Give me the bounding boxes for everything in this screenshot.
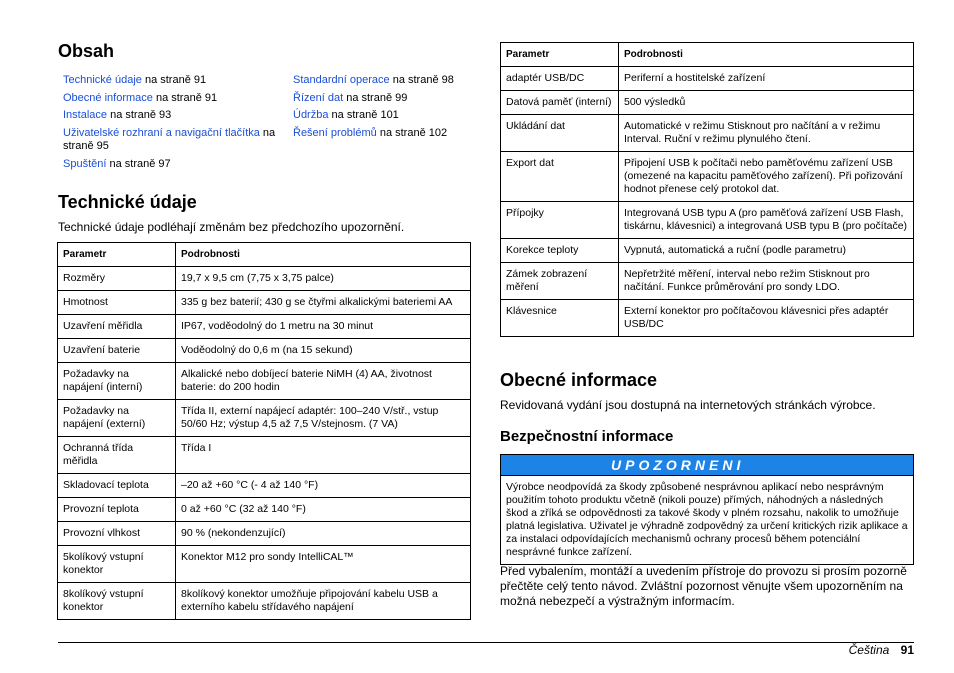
table-row — [58, 291, 471, 315]
table-row — [501, 67, 914, 91]
param-cell: Skladovací teplota — [58, 474, 176, 498]
general-heading: Obecné informace — [500, 370, 658, 390]
closing-text: Před vybalením, montáží a uvedením přístroje do provozu si prosím pozorně přečtěte celý tento návod. Zvláštní pozornost věnujte všem upozorněním na možná nebezpečí a výstražným informacím. — [500, 564, 907, 608]
detail-cell: Vypnutá, automatická a ruční (podle parametru) — [619, 239, 914, 263]
param-cell: Uzavření baterie — [58, 339, 176, 363]
detail-cell: 19,7 x 9,5 cm (7,75 x 3,75 palce) — [176, 267, 471, 291]
table-row — [501, 239, 914, 263]
detail-cell: Konektor M12 pro sondy IntelliCAL™ — [176, 546, 471, 583]
toc-page-ref: na straně 102 — [376, 126, 448, 139]
detail-cell: Nepřetržité měření, interval nebo režim Stisknout pro načítání. Funkce průměrování pro sondy LDO. — [619, 263, 914, 300]
footer-language: Čeština — [848, 643, 890, 657]
param-cell: Uzavření měřidla — [58, 315, 176, 339]
toc-link[interactable]: Instalace — [63, 109, 108, 121]
safety-heading: Bezpečnostní informace — [500, 428, 674, 445]
detail-cell: Třída II, externí napájecí adaptér: 100–240 V/stř., vstup 50/60 Hz; výstup 4,5 až 7,5 V/stejnosm. (7 VA) — [176, 400, 471, 437]
table-row — [501, 115, 914, 152]
param-cell: Požadavky na napájení (interní) — [58, 363, 176, 400]
toc-page-ref: na straně 99 — [343, 91, 408, 104]
warning-title: UPOZORNENI — [501, 455, 913, 475]
detail-cell: 8kolíkový konektor umožňuje připojování kabelu USB a externího kabelu střídavého napájení — [176, 583, 471, 620]
detail-cell: Alkalické nebo dobíjecí baterie NiMH (4) AA, životnost baterie: do 200 hodin — [176, 363, 471, 400]
detail-cell: Periferní a hostitelské zařízení — [619, 67, 914, 91]
detail-cell: Externí konektor pro počítačovou klávesnici přes adaptér USB/DC — [619, 300, 914, 337]
page-number: 91 — [900, 643, 914, 657]
param-cell: Rozměry — [58, 267, 176, 291]
param-cell: adaptér USB/DC — [501, 67, 619, 91]
toc-item — [293, 127, 483, 141]
param-cell: Provozní teplota — [58, 498, 176, 522]
specs-heading: Technické údaje — [58, 192, 197, 212]
detail-cell: 335 g bez baterií; 430 g se čtyřmi alkalickými bateriemi AA — [176, 291, 471, 315]
toc-heading: Obsah — [58, 41, 115, 61]
param-cell: Hmotnost — [58, 291, 176, 315]
detail-cell: IP67, voděodolný do 1 metru na 30 minut — [176, 315, 471, 339]
toc-page-ref: na straně 93 — [107, 109, 172, 121]
detail-cell: Integrovaná USB typu A (pro paměťová zařízení USB Flash, tiskárnu, klávesnici) a integrovaná USB typu B (pro počítače) — [619, 202, 914, 239]
table-row — [501, 263, 914, 300]
param-cell: Korekce teploty — [501, 239, 619, 263]
param-cell: Klávesnice — [501, 300, 619, 337]
toc-item — [63, 158, 283, 172]
warning-text: Výrobce neodpovídá za škody způsobené nesprávnou aplikací nebo nesprávným použitím tohoto produktu včetně (nikoli pouze) přímých, náhodných a následných škod a zříká se odpovědnosti za takové škody v plném rozsahu, nakolik to umožňuje platná legislativa. Uživatel je výhradně zodpovědný za určení kritických rizik aplikace a za instalaci odpovídajících mechanismů ochrany procesů během potenciální nesprávné funkce zařízení. — [501, 475, 913, 564]
toc-link[interactable]: Řízení dat — [293, 91, 344, 104]
specs-table-left — [57, 242, 471, 620]
toc-link[interactable]: Řešení problémů — [293, 126, 377, 139]
param-cell: 5kolíkový vstupní konektor — [58, 546, 176, 583]
table-header: Parametr — [501, 43, 619, 67]
table-row — [58, 267, 471, 291]
param-cell: Ochranná třída měřidla — [58, 437, 176, 474]
table-row — [501, 202, 914, 239]
toc-link[interactable]: Technické údaje — [63, 74, 142, 86]
table-header: Podrobnosti — [176, 243, 471, 267]
toc-link[interactable]: Spuštění — [63, 157, 107, 170]
table-row — [58, 339, 471, 363]
toc-right-column — [293, 74, 483, 144]
toc-page-ref: na straně 98 — [389, 74, 454, 86]
detail-cell: 500 výsledků — [619, 91, 914, 115]
toc-page-ref: na straně 91 — [152, 91, 218, 104]
table-header-row — [58, 243, 471, 267]
detail-cell: Třída I — [176, 437, 471, 474]
specs-table-right — [500, 42, 914, 337]
detail-cell: 90 % (nekondenzující) — [176, 522, 471, 546]
table-row — [58, 522, 471, 546]
detail-cell: Připojení USB k počítači nebo paměťovému zařízení USB (omezené na kapacitu paměťového zařízení). Při pořizování hodnot přenese celý protokol dat. — [619, 152, 914, 202]
toc-link[interactable]: Obecné informace — [63, 91, 153, 104]
toc-link[interactable]: Uživatelské rozhraní a navigační tlačítka — [63, 126, 260, 139]
table-row — [501, 91, 914, 115]
param-cell: Požadavky na napájení (externí) — [58, 400, 176, 437]
param-cell: Zámek zobrazení měření — [501, 263, 619, 300]
toc-item — [63, 109, 283, 123]
footer-divider — [58, 642, 914, 643]
warning-box — [500, 454, 914, 565]
table-row — [501, 152, 914, 202]
param-cell: Export dat — [501, 152, 619, 202]
table-row — [58, 315, 471, 339]
param-cell: Přípojky — [501, 202, 619, 239]
page-footer — [849, 643, 914, 657]
table-header-row — [501, 43, 914, 67]
param-cell: 8kolíkový vstupní konektor — [58, 583, 176, 620]
toc-page-ref: na straně 101 — [328, 109, 399, 121]
toc-item — [293, 74, 483, 88]
table-row — [501, 300, 914, 337]
toc-item — [63, 92, 283, 106]
detail-cell: Voděodolný do 0,6 m (na 15 sekund) — [176, 339, 471, 363]
toc-item — [293, 109, 483, 123]
table-row — [58, 546, 471, 583]
table-header: Podrobnosti — [619, 43, 914, 67]
detail-cell: –20 až +60 °C (- 4 až 140 °F) — [176, 474, 471, 498]
toc-item — [63, 127, 283, 154]
table-row — [58, 363, 471, 400]
param-cell: Datová paměť (interní) — [501, 91, 619, 115]
toc-page-ref: na straně 97 — [106, 157, 171, 170]
table-row — [58, 400, 471, 437]
toc-page-ref: na straně 91 — [141, 74, 207, 86]
table-row — [58, 437, 471, 474]
toc-item — [293, 92, 483, 106]
toc-link[interactable]: Údržba — [293, 109, 329, 121]
detail-cell: Automatické v režimu Stisknout pro načítání a v režimu Interval. Ruční v režimu plynulého čtení. — [619, 115, 914, 152]
detail-cell: 0 až +60 °C (32 až 140 °F) — [176, 498, 471, 522]
toc-link[interactable]: Standardní operace — [293, 74, 390, 86]
table-row — [58, 498, 471, 522]
toc-item — [63, 74, 283, 88]
param-cell: Ukládání dat — [501, 115, 619, 152]
general-text: Revidovaná vydání jsou dostupná na internetových stránkách výrobce. — [500, 398, 876, 412]
param-cell: Provozní vlhkost — [58, 522, 176, 546]
table-header: Parametr — [58, 243, 176, 267]
table-row — [58, 474, 471, 498]
specs-intro: Technické údaje podléhají změnám bez předchozího upozornění. — [58, 220, 405, 234]
toc-left-column — [63, 74, 283, 175]
toc-page-ref: na straně 95 — [63, 126, 276, 152]
table-row — [58, 583, 471, 620]
